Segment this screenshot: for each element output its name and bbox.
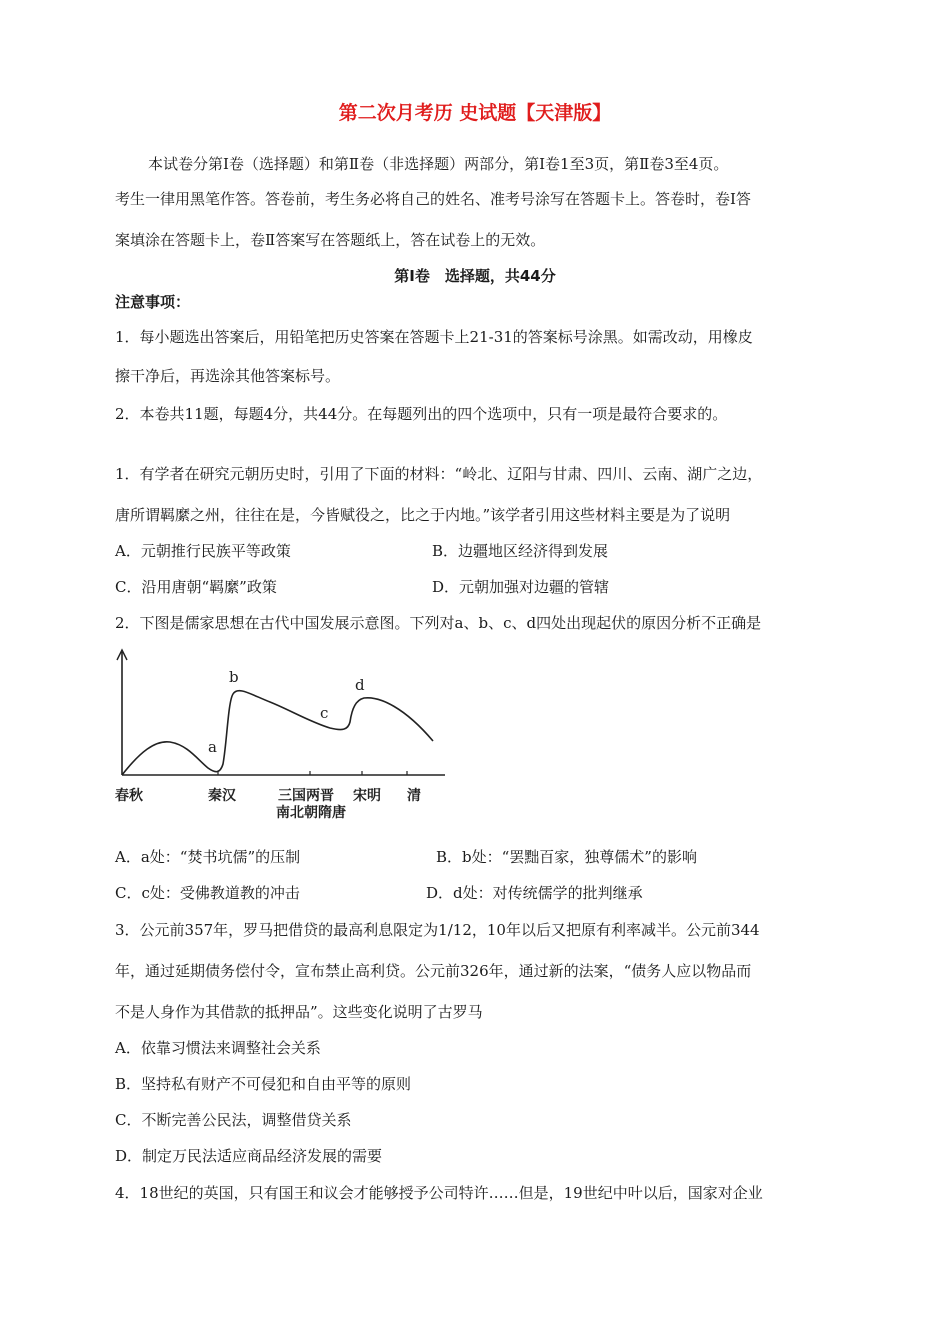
q1-stem-line-2: 唐所谓羁縻之州，往往在是，今皆赋役之，比之于内地。”该学者引用这些材料主要是为了说明 xyxy=(115,506,731,524)
q1-stem-line-1: 1．有学者在研究元朝历史时，引用了下面的材料：“岭北、辽阳与甘肃、四川、云南、湖广之边， xyxy=(115,465,763,483)
development-curve xyxy=(122,691,433,775)
q3-option-c: C．不断完善公民法，调整借贷关系 xyxy=(115,1111,352,1129)
q3-option-d: D．制定万民法适应商品经济发展的需要 xyxy=(115,1147,383,1165)
label-nanbeichao-suitang: 南北朝隋唐 xyxy=(276,805,346,821)
label-chunqiu: 春秋 xyxy=(115,788,143,804)
q2-option-b: B．b处：“罢黜百家，独尊儒术”的影响 xyxy=(436,848,697,866)
page-title: 第二次月考历 史试题【天津版】 xyxy=(338,102,612,124)
label-qing: 清 xyxy=(407,788,421,804)
intro-line-2: 考生一律用黑笔作答。答卷前，考生务必将自己的姓名、准考号涂写在答题卡上。答卷时，卷Ⅰ答 xyxy=(115,190,751,208)
point-b-label: b xyxy=(229,668,239,686)
note-line-1: 1．每小题选出答案后，用铅笔把历史答案在答题卡上21-31的答案标号涂黑。如需改动，用橡皮 xyxy=(115,328,753,346)
q2-option-c: C．c处：受佛教道教的冲击 xyxy=(115,884,300,902)
label-qinhan: 秦汉 xyxy=(208,788,236,804)
q1-option-b: B．边疆地区经济得到发展 xyxy=(432,542,609,560)
q1-option-a: A．元朝推行民族平等政策 xyxy=(115,542,291,560)
q2-stem: 2．下图是儒家思想在古代中国发展示意图。下列对a、b、c、d四处出现起伏的原因分析不正确是 xyxy=(115,614,762,632)
intro-line-1: 本试卷分第Ⅰ卷（选择题）和第Ⅱ卷（非选择题）两部分，第Ⅰ卷1至3页，第Ⅱ卷3至4页。 xyxy=(148,155,729,173)
q3-option-a: A．依靠习惯法来调整社会关系 xyxy=(115,1039,321,1057)
point-d-label: d xyxy=(355,676,365,694)
confucianism-development-diagram xyxy=(110,642,460,837)
note-line-2: 擦干净后，再选涂其他答案标号。 xyxy=(115,367,341,385)
label-songming: 宋明 xyxy=(353,788,381,804)
q3-stem-line-3: 不是人身作为其借款的抵押品”。这些变化说明了古罗马 xyxy=(115,1003,483,1021)
q1-option-d: D．元朝加强对边疆的管辖 xyxy=(432,578,610,596)
section-heading: 第Ⅰ卷 选择题，共44分 xyxy=(394,267,556,285)
note-line-3: 2．本卷共11题，每题4分，共44分。在每题列出的四个选项中，只有一项是最符合要求的。 xyxy=(115,405,728,423)
q2-option-d: D．d处：对传统儒学的批判继承 xyxy=(426,884,643,902)
label-sanguo-liangjin: 三国两晋 xyxy=(278,788,334,804)
q3-stem-line-1: 3．公元前357年，罗马把借贷的最高利息限定为1/12，10年以后又把原有利率减半。公元前344 xyxy=(115,921,760,939)
q3-option-b: B．坚持私有财产不可侵犯和自由平等的原则 xyxy=(115,1075,412,1093)
q1-option-c: C．沿用唐朝“羁縻”政策 xyxy=(115,578,277,596)
q2-option-a: A．a处：“焚书坑儒”的压制 xyxy=(115,848,301,866)
intro-line-3: 案填涂在答题卡上，卷Ⅱ答案写在答题纸上，答在试卷上的无效。 xyxy=(115,231,546,249)
point-a-label: a xyxy=(208,738,217,756)
q3-stem-line-2: 年，通过延期债务偿付令，宣布禁止高利贷。公元前326年，通过新的法案，“债务人应以物品而 xyxy=(115,962,752,980)
q4-stem: 4．18世纪的英国，只有国王和议会才能够授予公司特许……但是，19世纪中叶以后，国家对企业 xyxy=(115,1184,763,1202)
notes-heading: 注意事项： xyxy=(115,293,191,311)
point-c-label: c xyxy=(320,704,329,722)
